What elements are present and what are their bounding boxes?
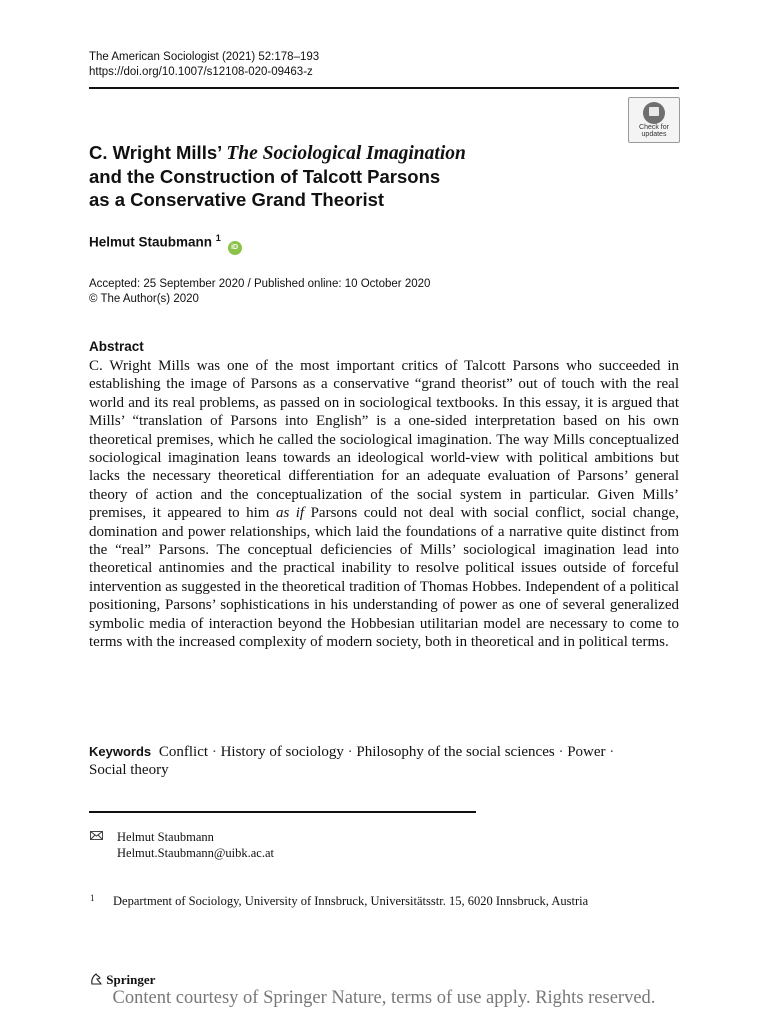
doi-link[interactable]: https://doi.org/10.1007/s12108-020-09463-z <box>89 66 313 78</box>
author-line <box>89 233 242 255</box>
abstract-text-1: C. Wright Mills was one of the most important critics of Talcott Parsons who succeeded in establishing the image of Parsons as a conservative “grand theorist” out of touch with the real world and its real problems, as passed on in sociological textbooks. In this essay, it is argued that Mills’ “translation of Parsons into English” is a one-sided interpretation based on his own theoretical premises, which he called the sociological imagination. The way Mills conceptualized sociological imagination leans towards an ideological world-view with political ambitions but lacks the necessary theoretical differentiation for an adequate evaluation of Parsons’ general theory of action and the conceptualization of the social system in particular. Given Mills’ premises, it appeared to him <box>89 358 679 522</box>
article-title <box>89 141 466 211</box>
author-name: Helmut Staubmann <box>89 234 213 250</box>
keyword-item: Social theory <box>89 762 169 779</box>
keyword-separator: · <box>347 744 353 760</box>
orcid-icon[interactable]: iD <box>228 241 242 255</box>
title-italic: The Sociological Imagination <box>226 143 466 164</box>
journal-line: The American Sociologist (2021) 52:178–193 <box>89 51 320 63</box>
keyword-separator: · <box>211 744 217 760</box>
publisher-logo <box>89 972 155 988</box>
envelope-icon <box>90 831 103 840</box>
affiliation-text: Department of Sociology, University of Innsbruck, Universitätsstr. 15, 6020 Innsbruck, Austria <box>113 894 589 908</box>
badge-line-1: Check for <box>639 124 669 131</box>
keyword-item: History of sociology <box>220 744 344 760</box>
badge-line-2: updates <box>641 131 667 138</box>
courtesy-notice: Content courtesy of Springer Nature, terms of use apply. Rights reserved. <box>112 988 656 1008</box>
keywords-label: Keywords <box>89 744 152 759</box>
bookmark-icon <box>643 102 665 124</box>
check-for-updates-badge[interactable] <box>628 97 680 143</box>
keyword-item: Conflict <box>158 744 209 760</box>
published-date: Published online: 10 October 2020 <box>253 278 431 290</box>
publisher-name: Springer <box>106 972 156 987</box>
affiliation-number: 1 <box>90 893 95 903</box>
abstract-text-2: Parsons could not deal with social conflict, social change, domination and power relationships, which laid the foundations of a narrative quite distinct from the “real” Parsons. The conceptual deficiencies of Mills’ sociological imagination lead into theoretical antinomies and the practical inability to resolve political issues outside of forceful intervention as suggested in the theoretical tradition of Thomas Hobbes. Independent of a political positioning, Parsons’ sophistications in his understanding of power as one of several generalized symbolic media of interaction beyond the Hobbesian utilitarian model are necessary to come to terms with the increased complexity of modern society, both in theoretical and in political terms. <box>89 505 679 651</box>
keyword-separator: · <box>558 744 564 760</box>
keyword-separator: · <box>609 744 615 760</box>
footnote-rule <box>89 811 476 813</box>
keywords <box>89 743 679 780</box>
abstract-body <box>89 357 679 652</box>
springer-horse-icon <box>89 972 103 986</box>
copyright-line: © The Author(s) 2020 <box>89 293 199 305</box>
title-line-3: as a Conservative Grand Theorist <box>89 189 385 210</box>
abstract-italic: as if <box>275 505 305 522</box>
keyword-item: Philosophy of the social sciences <box>356 744 555 760</box>
header-rule <box>89 87 679 89</box>
accepted-date: Accepted: 25 September 2020 / <box>89 278 251 290</box>
affiliation-mark: 1 <box>215 233 221 243</box>
abstract-heading: Abstract <box>89 339 144 354</box>
article-dates <box>89 277 430 307</box>
contact-email[interactable]: Helmut.Staubmann@uibk.ac.at <box>117 846 274 860</box>
contact-name: Helmut Staubmann <box>117 830 214 844</box>
title-line-2: and the Construction of Talcott Parsons <box>89 166 441 187</box>
title-part-1: C. Wright Mills’ <box>89 142 227 163</box>
corresponding-author <box>117 829 274 861</box>
journal-citation <box>89 50 319 80</box>
keyword-item: Power <box>567 744 606 760</box>
